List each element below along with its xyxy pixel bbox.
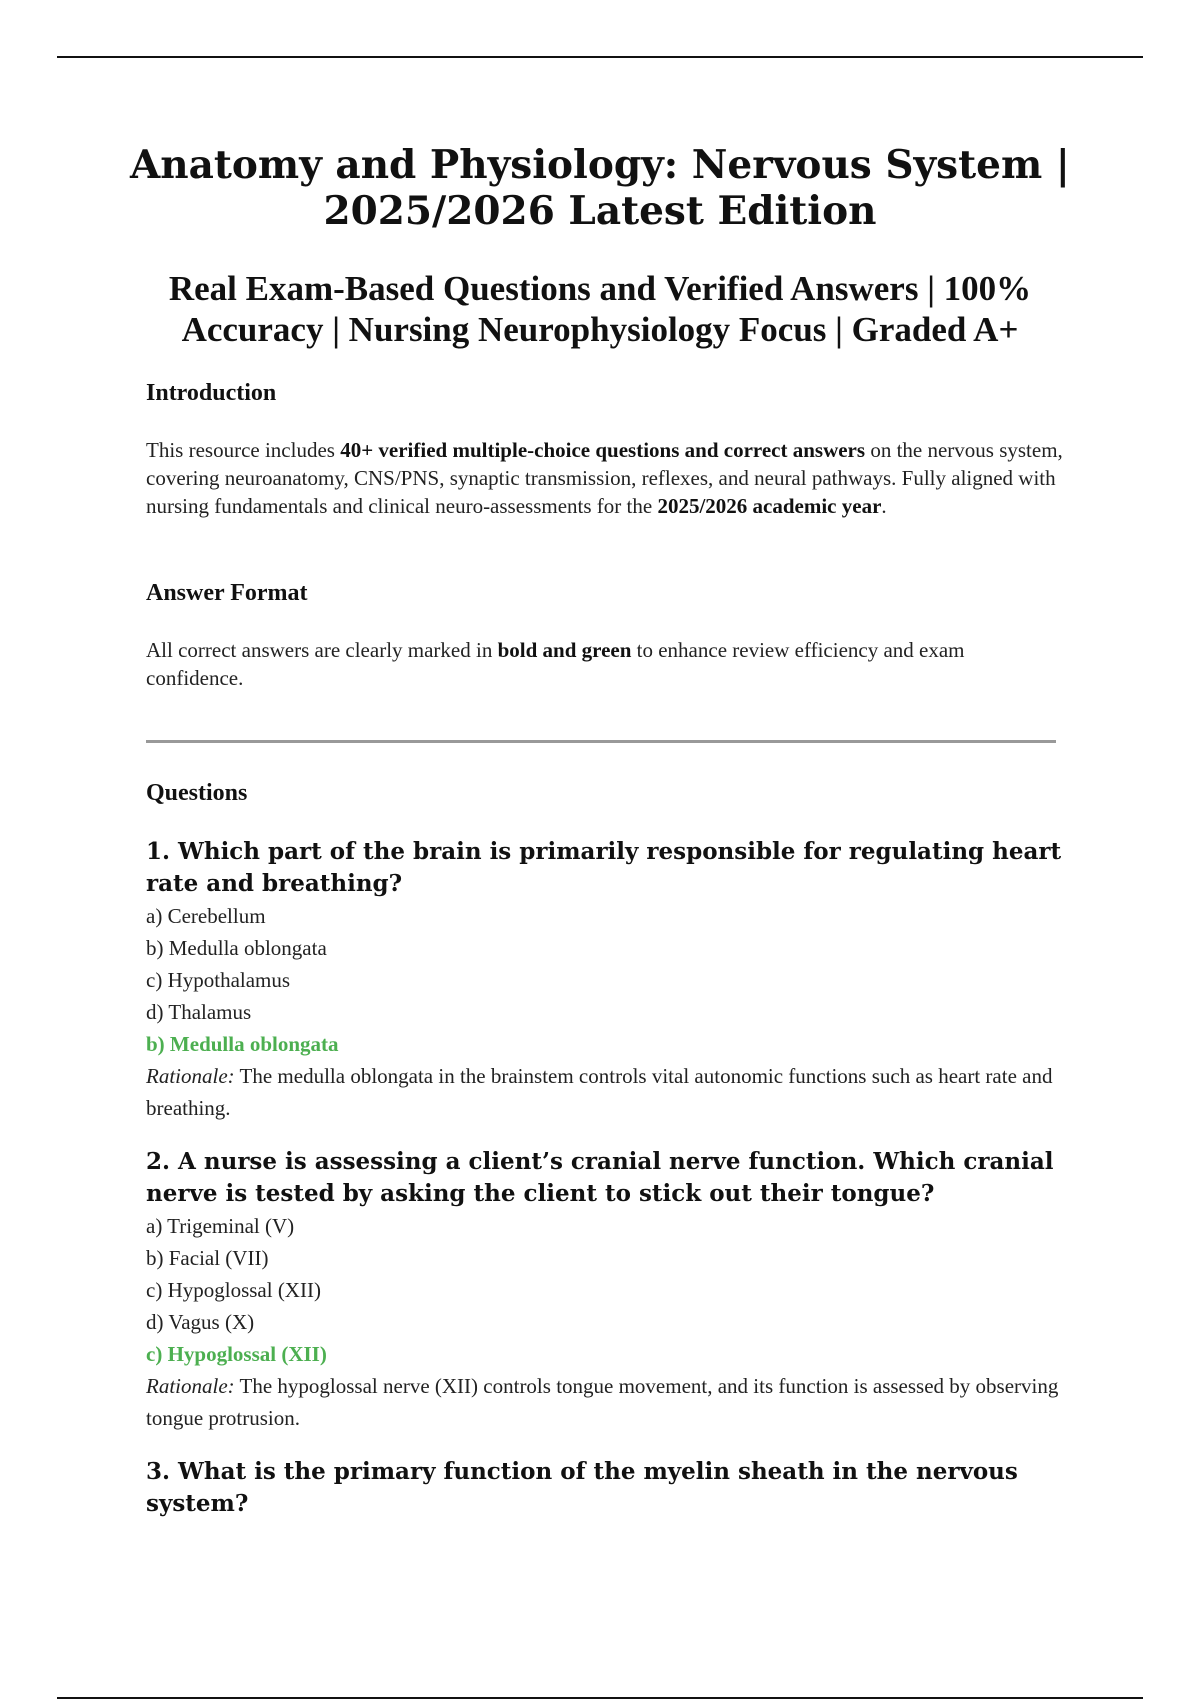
rationale-label: Rationale: xyxy=(146,1374,235,1398)
option-a: a) Cerebellum xyxy=(146,904,266,928)
rationale: Rationale: The medulla oblongata in the brainstem controls vital autonomic functions such as heart rate and breathing. xyxy=(146,1064,1053,1120)
intro-emphasis-year: 2025/2026 academic year xyxy=(657,494,882,518)
subtitle-line-2: Accuracy | Nursing Neurophysiology Focus | Graded A+ xyxy=(181,310,1019,349)
option-a: a) Trigeminal (V) xyxy=(146,1214,295,1238)
document-title xyxy=(120,142,1080,234)
option-b: b) Medulla oblongata xyxy=(146,936,327,960)
document-subtitle xyxy=(120,268,1080,350)
option-d: d) Vagus (X) xyxy=(146,1310,255,1334)
questions-section xyxy=(146,778,1066,1520)
introduction-section xyxy=(146,378,1066,520)
introduction-heading: Introduction xyxy=(146,380,277,406)
option-b: b) Facial (VII) xyxy=(146,1246,269,1270)
answer-format-section xyxy=(146,578,1066,692)
option-c: c) Hypothalamus xyxy=(146,968,291,992)
rationale-label: Rationale: xyxy=(146,1064,235,1088)
title-line-2: 2025/2026 Latest Edition xyxy=(323,188,877,234)
top-rule xyxy=(57,56,1143,58)
option-d: d) Thalamus xyxy=(146,1000,252,1024)
bottom-rule xyxy=(57,1697,1143,1699)
questions-heading: Questions xyxy=(146,780,248,806)
correct-answer: c) Hypoglossal (XII) xyxy=(146,1342,327,1366)
question-1 xyxy=(146,836,1066,1124)
subtitle-line-1: Real Exam-Based Questions and Verified Answers | 100% xyxy=(168,269,1032,308)
rationale: Rationale: The hypoglossal nerve (XII) controls tongue movement, and its function is assessed by observing tongue protrusion. xyxy=(146,1374,1059,1430)
title-line-1: Anatomy and Physiology: Nervous System | xyxy=(130,142,1070,188)
question-title: 1. Which part of the brain is primarily responsible for regulating heart rate and breathing? xyxy=(146,838,1062,897)
intro-emphasis-count: 40+ verified multiple-choice questions and correct answers xyxy=(340,438,866,462)
section-divider xyxy=(146,740,1056,743)
answer-format-paragraph: All correct answers are clearly marked in bold and green to enhance review efficiency and exam confidence. xyxy=(146,638,965,690)
question-2 xyxy=(146,1146,1066,1434)
question-3 xyxy=(146,1456,1066,1520)
correct-answer: b) Medulla oblongata xyxy=(146,1032,339,1056)
answer-format-heading: Answer Format xyxy=(146,580,308,606)
question-title: 2. A nurse is assessing a client’s cranial nerve function. Which cranial nerve is tested by asking the client to stick out their tongue? xyxy=(146,1148,1054,1207)
question-title: 3. What is the primary function of the myelin sheath in the nervous system? xyxy=(146,1458,1018,1517)
option-c: c) Hypoglossal (XII) xyxy=(146,1278,321,1302)
introduction-paragraph: This resource includes 40+ verified multiple-choice questions and correct answers on the nervous system, covering neuroanatomy, CNS/PNS, synaptic transmission, reflexes, and neural pathways. Fully aligned with nursing fundamentals and clinical neuro-assessments for the 2025/2026 academic year. xyxy=(146,438,1063,518)
format-emphasis: bold and green xyxy=(497,638,632,662)
